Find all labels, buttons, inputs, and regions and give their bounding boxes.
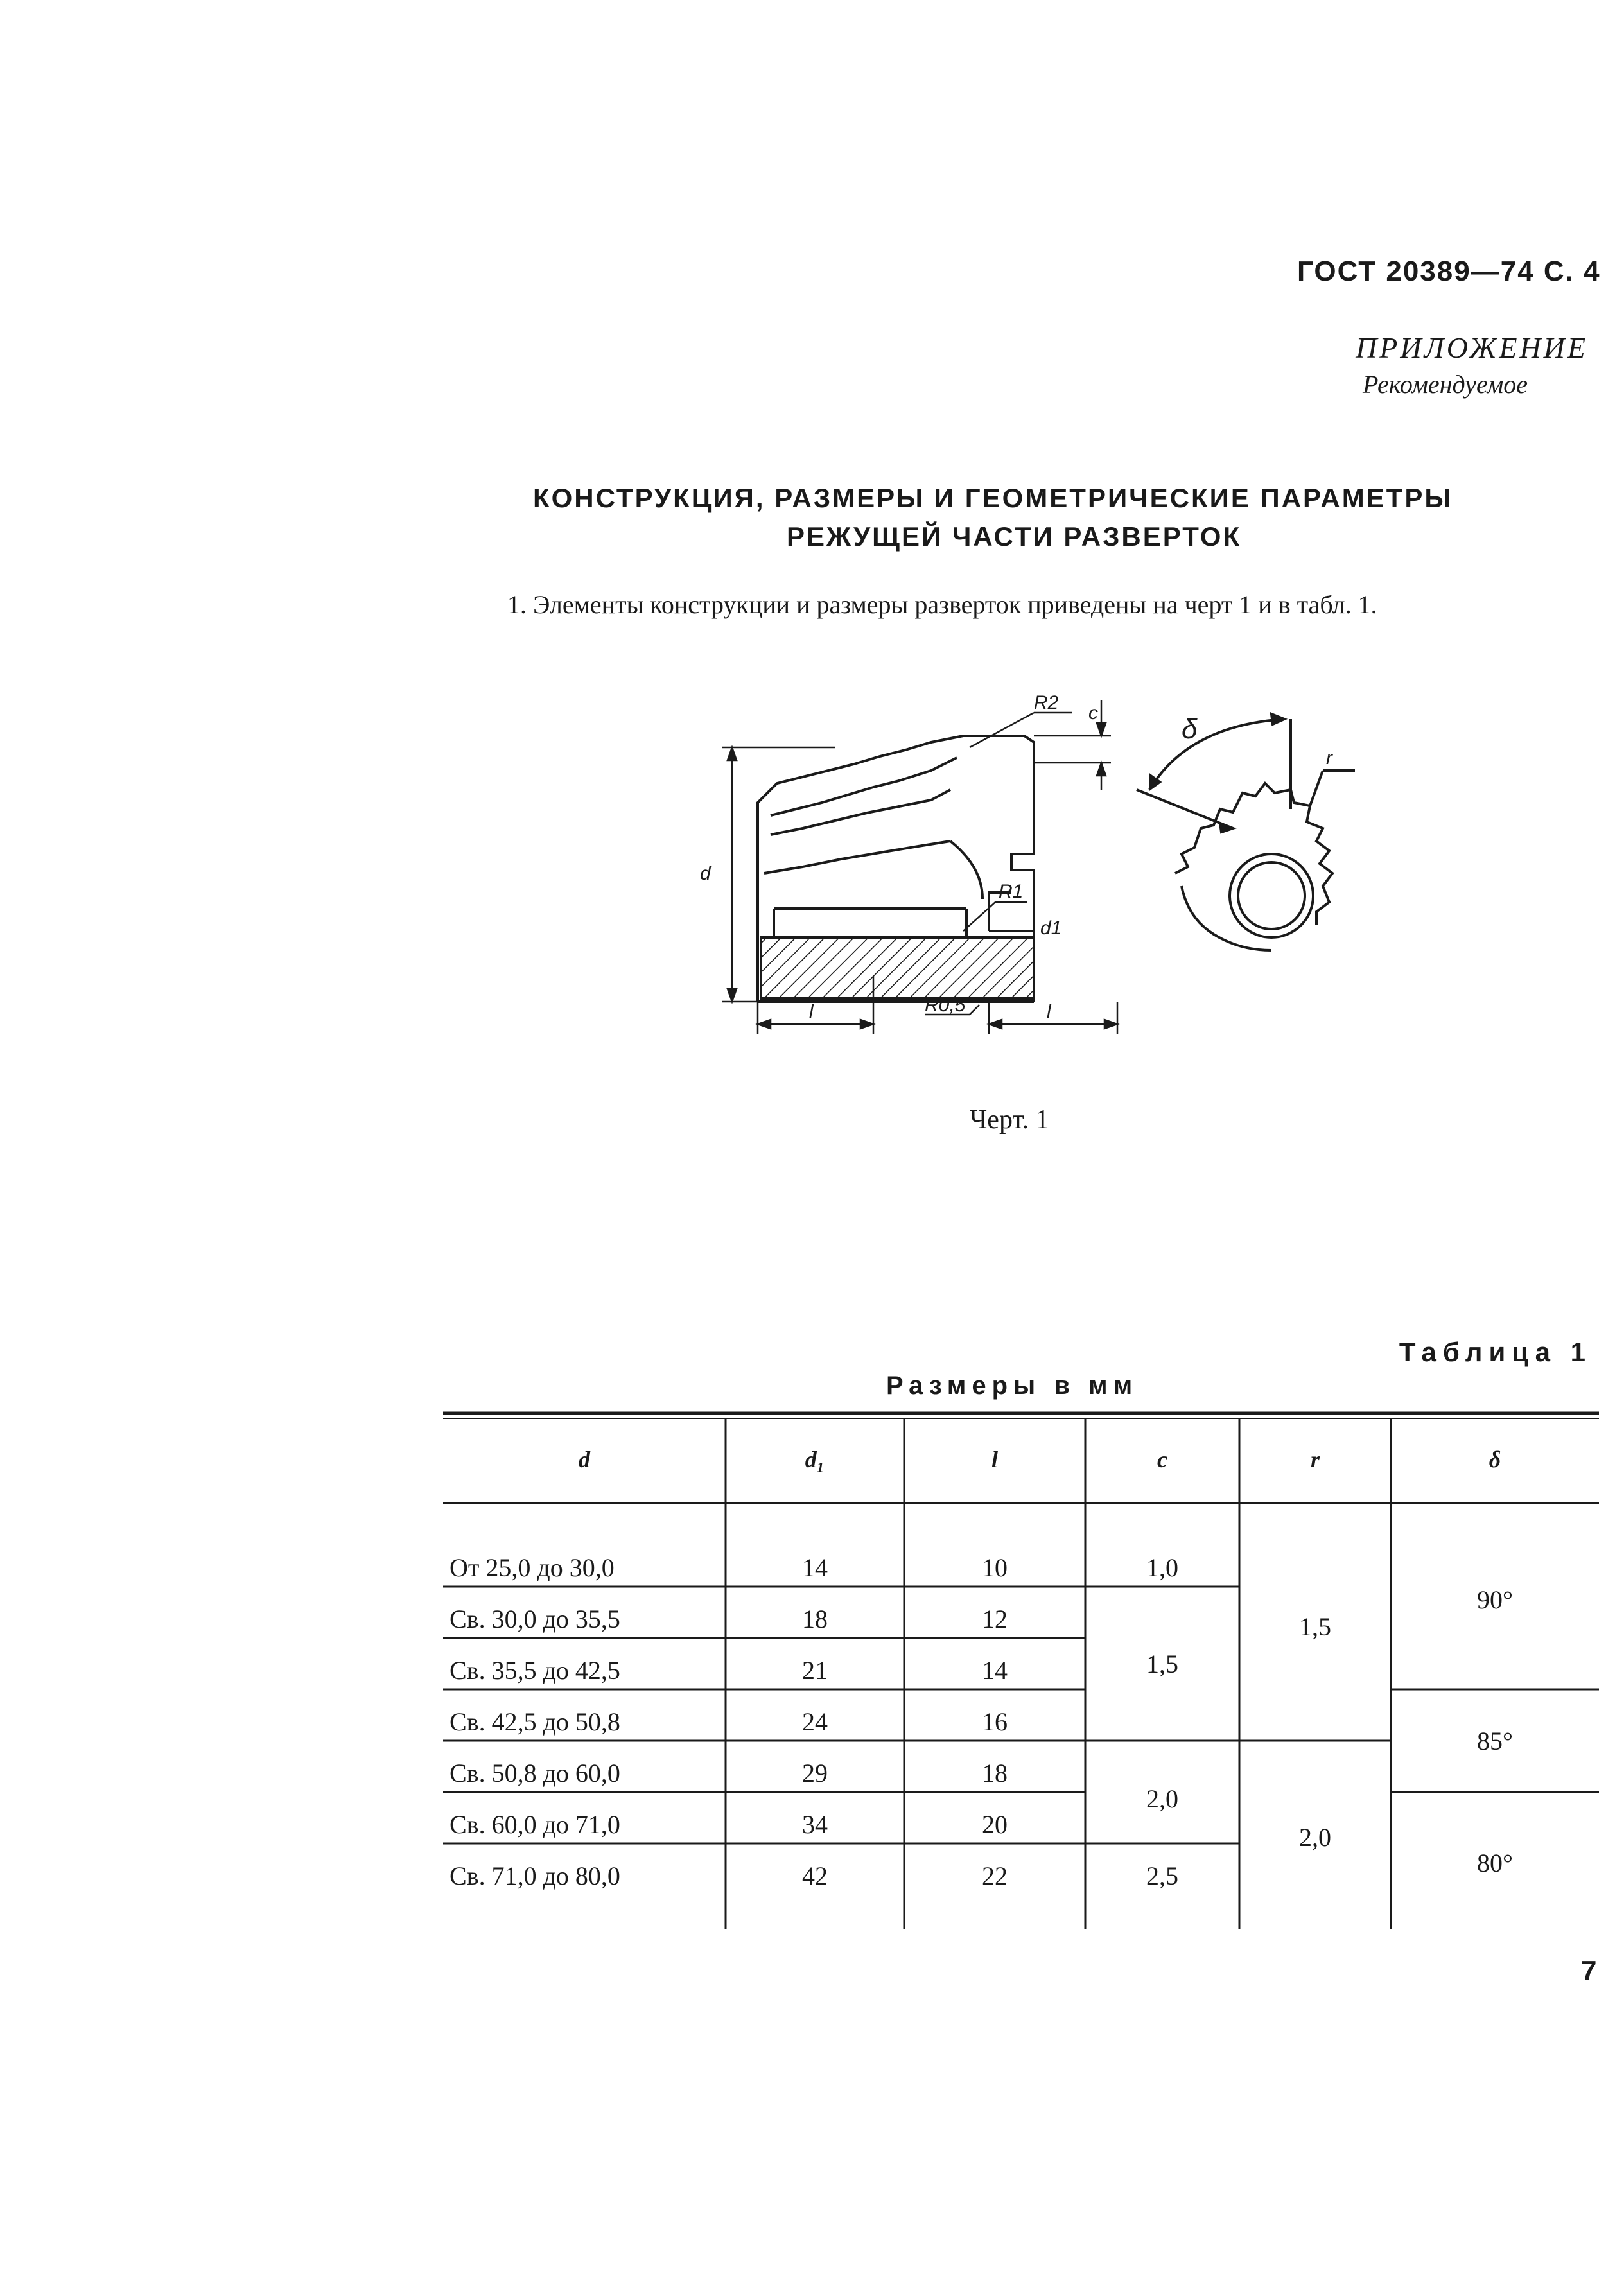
cell-d1: 18 xyxy=(802,1605,828,1633)
cell-d: Св. 60,0 до 71,0 xyxy=(450,1810,620,1839)
dimensions-table xyxy=(443,1403,1599,1929)
cell-d1: 21 xyxy=(802,1656,828,1685)
label-r1: R1 xyxy=(999,881,1024,902)
end-view xyxy=(1137,714,1355,950)
cell-d: Св. 35,5 до 42,5 xyxy=(450,1656,620,1685)
cell-r: 1,5 xyxy=(1299,1612,1331,1641)
col-header-d: d xyxy=(579,1447,590,1472)
label-d: d xyxy=(700,863,711,884)
cell-d1: 14 xyxy=(802,1553,828,1582)
label-r05: R0,5 xyxy=(925,995,966,1016)
cell-delta: 90° xyxy=(1477,1585,1513,1614)
col-header-r: r xyxy=(1310,1447,1320,1472)
page-number: 7 xyxy=(1581,1955,1597,1987)
label-r2: R2 xyxy=(1034,692,1059,713)
label-delta: δ xyxy=(1182,713,1198,745)
section-title-line2: РЕЖУЩЕЙ ЧАСТИ РАЗВЕРТОК xyxy=(787,521,1242,552)
section-title-line1: КОНСТРУКЦИЯ, РАЗМЕРЫ И ГЕОМЕТРИЧЕСКИЕ ПАРАМЕТРЫ xyxy=(533,483,1453,513)
cell-l: 10 xyxy=(982,1553,1008,1582)
document-header: ГОСТ 20389—74 С. 4 xyxy=(1297,256,1601,287)
cell-c: 1,0 xyxy=(1146,1553,1178,1582)
cell-l: 12 xyxy=(982,1605,1008,1633)
label-l-right: l xyxy=(1047,1001,1051,1022)
table-units: Размеры в мм xyxy=(886,1372,1139,1400)
cell-l: 18 xyxy=(982,1759,1008,1788)
label-c: c xyxy=(1088,702,1098,724)
col-header-delta: δ xyxy=(1489,1447,1501,1472)
label-d1: d1 xyxy=(1040,918,1062,939)
cell-l: 20 xyxy=(982,1810,1008,1839)
cell-l: 16 xyxy=(982,1707,1008,1736)
col-header-l: l xyxy=(991,1447,999,1472)
hatched-section xyxy=(761,937,1034,998)
cell-d: От 25,0 до 30,0 xyxy=(450,1553,615,1582)
cell-d1: 34 xyxy=(802,1810,828,1839)
table-label: Таблица 1 xyxy=(1399,1337,1592,1367)
cell-d1: 42 xyxy=(802,1861,828,1890)
col-header-c: c xyxy=(1157,1447,1167,1472)
cell-c: 1,5 xyxy=(1146,1650,1178,1678)
body-paragraph: 1. Элементы конструкции и размеры разверток приведены на черт 1 и в табл. 1. xyxy=(507,590,1377,619)
col-header-d1: d₁ xyxy=(805,1447,825,1472)
reamer-drawing xyxy=(674,681,1419,1040)
appendix-title: ПРИЛОЖЕНИЕ xyxy=(1356,331,1588,364)
cell-l: 14 xyxy=(982,1656,1008,1685)
cell-d1: 24 xyxy=(802,1707,828,1736)
label-r: r xyxy=(1326,747,1332,769)
appendix-status: Рекомендуемое xyxy=(1363,370,1528,399)
label-l-left: l xyxy=(809,1001,814,1022)
figure-caption: Черт. 1 xyxy=(970,1105,1049,1135)
cell-r: 2,0 xyxy=(1299,1823,1331,1852)
cell-d: Св. 30,0 до 35,5 xyxy=(450,1605,620,1633)
cell-delta: 80° xyxy=(1477,1849,1513,1877)
cell-c: 2,0 xyxy=(1146,1784,1178,1813)
cell-l: 22 xyxy=(982,1861,1008,1890)
cell-delta: 85° xyxy=(1477,1727,1513,1755)
cell-d1: 29 xyxy=(802,1759,828,1788)
cell-d: Св. 42,5 до 50,8 xyxy=(450,1707,620,1736)
cell-c: 2,5 xyxy=(1146,1861,1178,1890)
cell-d: Св. 71,0 до 80,0 xyxy=(450,1861,620,1890)
cell-d: Св. 50,8 до 60,0 xyxy=(450,1759,620,1788)
